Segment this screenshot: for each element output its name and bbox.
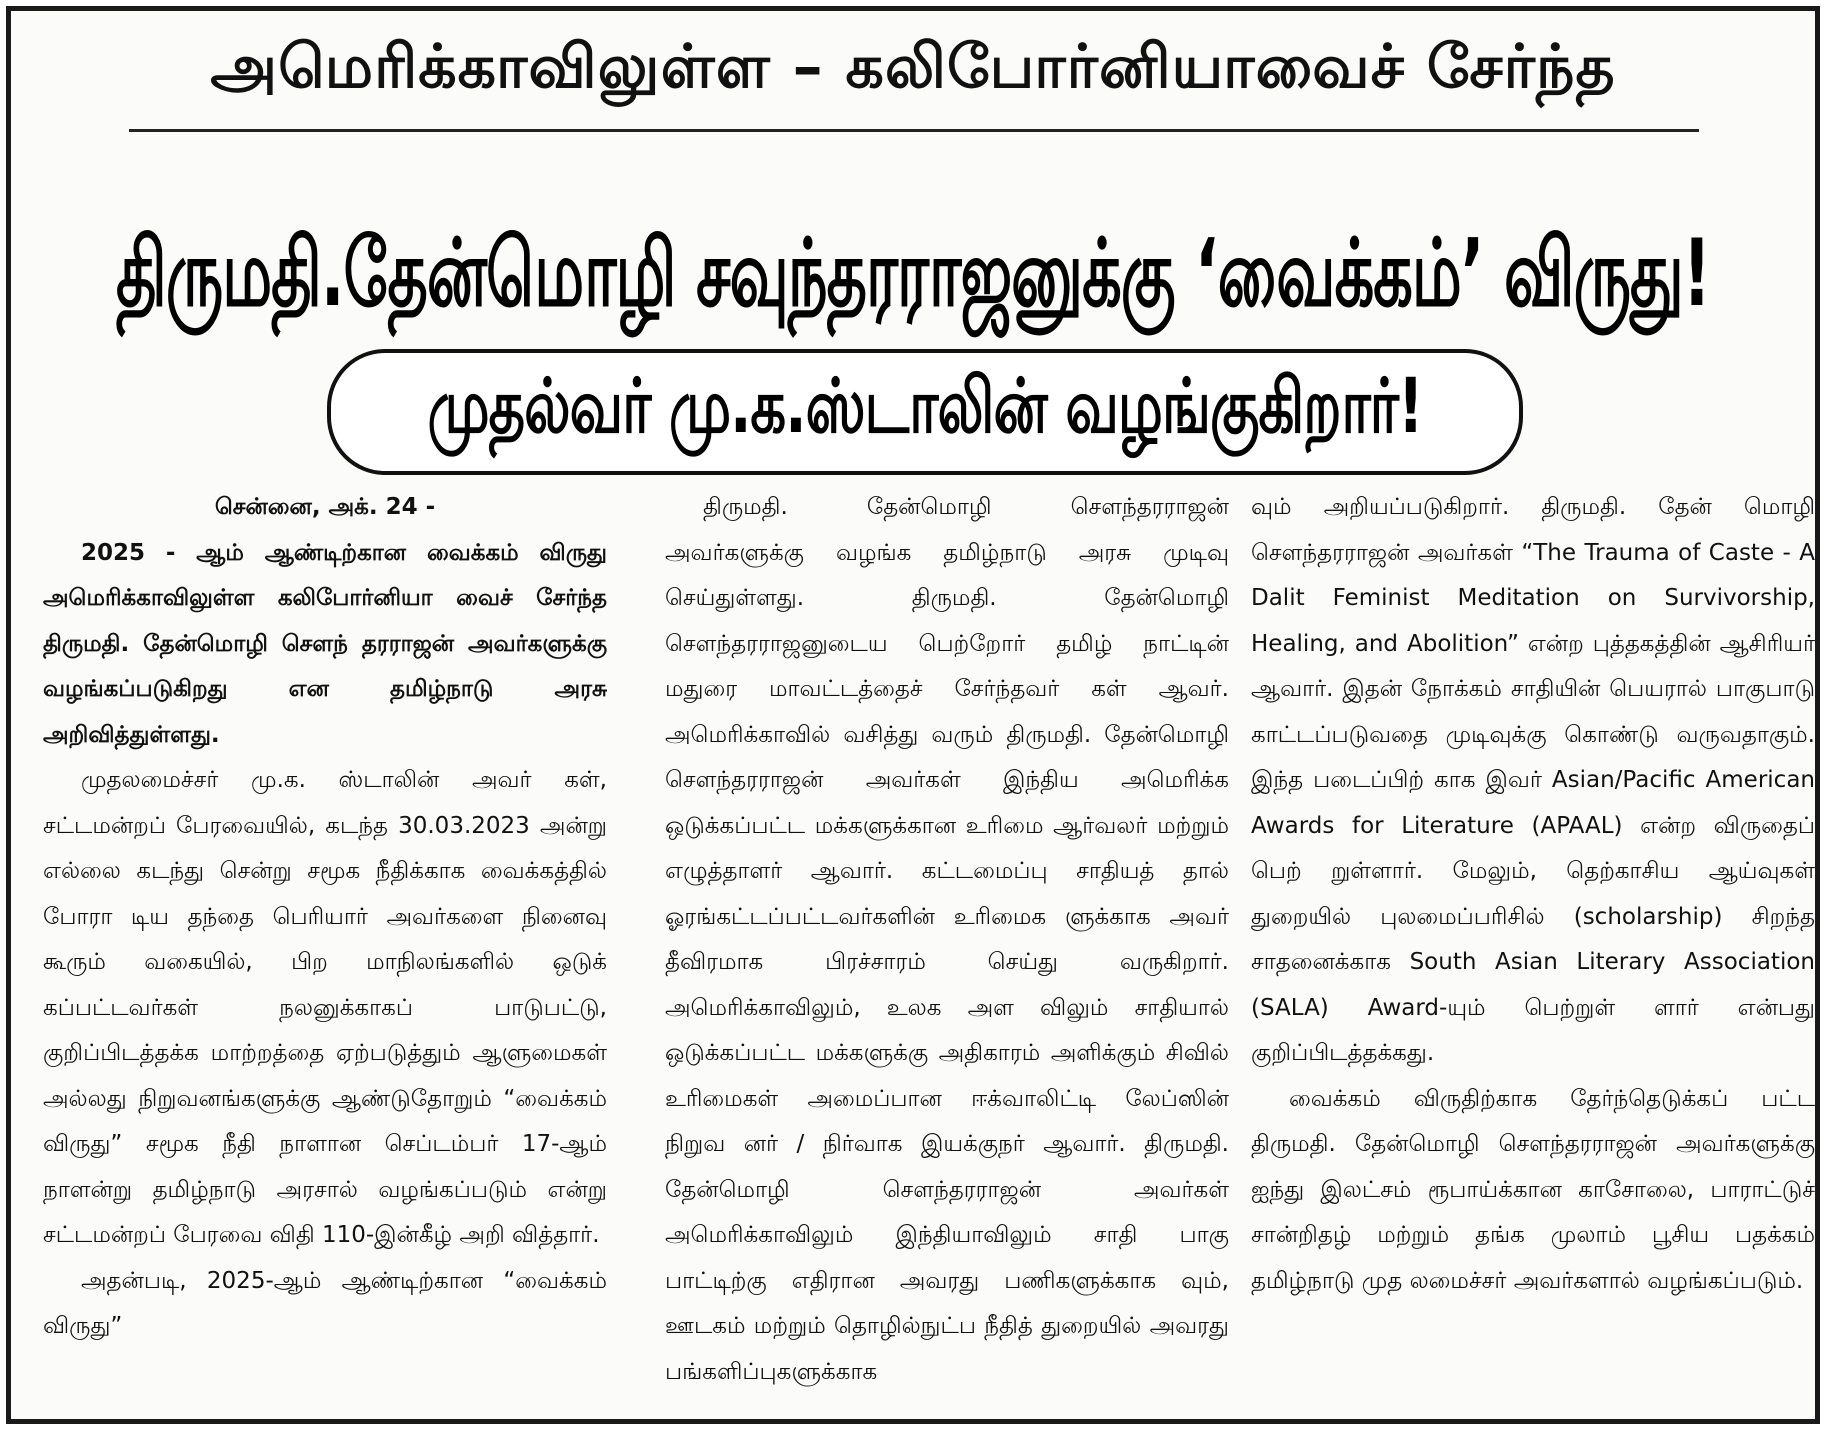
dateline: சென்னை, அக். 24 - (214, 494, 436, 520)
body-paragraph: வைக்கம் விருதிற்காக தேர்ந்தெடுக்கப் பட்ட திருமதி. தேன்மொழி சௌந்தரராஜன் அவர்களுக்கு ஐந்து இலட்சம் ரூபாய்க்கான காசோலை, பாராட்டுச் சான்றிதழ் மற்றும் தங்க முலாம் பூசிய பதக்கம் தமிழ்நாடு முத லமைச்சர் அவர்களால் வழங்கப்படும். (1251, 1085, 1815, 1294)
kicker-heading: அமெரிக்காவிலுள்ள – கலிபோர்னியாவைச் சேர்ந்த (210, 32, 1616, 102)
kicker-divider (129, 129, 1699, 132)
column-1 (43, 485, 607, 1421)
subheadline-box (327, 349, 1523, 475)
body-paragraph: திருமதி. தேன்மொழி சௌந்தரராஜன் அவர்களுக்கு வழங்க தமிழ்நாடு அரசு முடிவு செய்துள்ளது. திருமதி. தேன்மொழி சௌந்தரராஜனுடைய பெற்றோர் தமிழ் நாட்டின் மதுரை மாவட்டத்தைச் சேர்ந்தவர் கள் ஆவர். அமெரிக்காவில் வசித்து வரும் திருமதி. தேன்மொழி சௌந்தரராஜன் அவர்கள் இந்திய அமெரிக்க ஒடுக்கப்பட்ட மக்களுக்கான உரிமை ஆர்வலர் மற்றும் எழுத்தாளர் ஆவார். கட்டமைப்பு சாதியத் தால் ஓரங்கட்டப்பட்டவர்களின் உரிமைக ளுக்காக அவர் தீவிரமாக பிரச்சாரம் செய்து வருகிறார். அமெரிக்காவிலும், உலக அள விலும் சாதியால் ஒடுக்கப்பட்ட மக்களுக்கு அதிகாரம் அளிக்கும் சிவில் உரிமைகள் அமைப்பான ஈக்வாலிட்டி லேப்ஸின் நிறுவ னர் / நிர்வாக இயக்குநர் ஆவார். திருமதி. தேன்மொழி சௌந்தரராஜன் அவர்கள் அமெரிக்காவிலும் இந்தியாவிலும் சாதி பாகு பாட்டிற்கு எதிரான அவரது பணிகளுக்காக வும், ஊடகம் மற்றும் தொழில்நுட்ப நீதித் துறையில் அவரது பங்களிப்புகளுக்காக (665, 494, 1229, 1385)
body-paragraph: முதலமைச்சர் மு.க. ஸ்டாலின் அவர் கள், சட்டமன்றப் பேரவையில், கடந்த 30.03.2023 அன்று எல்லை கடந்து சென்று சமூக நீதிக்காக வைக்கத்தில் போரா டிய தந்தை பெரியார் அவர்களை நினைவு கூரும் வகையில், பிற மாநிலங்களில் ஒடுக் கப்பட்டவர்கள் நலனுக்காகப் பாடுபட்டு, குறிப்பிடத்தக்க மாற்றத்தை ஏற்படுத்தும் ஆளுமைகள் அல்லது நிறுவனங்களுக்கு ஆண்டுதோறும் “வைக்கம் விருது” சமூக நீதி நாளான செப்டம்பர் 17-ஆம் நாளன்று தமிழ்நாடு அரசால் வழங்கப்படும் என்று சட்டமன்றப் பேரவை விதி 110-இன்கீழ் அறி வித்தார். (43, 767, 607, 1248)
body-paragraph: அதன்படி, 2025-ஆம் ஆண்டிற்கான “வைக்கம் விருது” (43, 1267, 607, 1339)
article-frame (6, 6, 1820, 1424)
body-paragraph: வும் அறியப்படுகிறார். திருமதி. தேன் மொழி சௌந்தரராஜன் அவர்கள் “The Trauma of Caste - A Dalit Feminist Meditation on Survivorship, Healing, and Abolition” என்ற புத்தகத்தின் ஆசிரியர் ஆவார். இதன் நோக்கம் சாதியின் பெயரால் பாகுபாடு காட்டப்படுவதை முடிவுக்கு கொண்டு வருவதாகும். இந்த படைப்பிற் காக இவர் Asian/Pacific American Awards for Literature (APAAL) என்ற விருதைப் பெற் றுள்ளார். மேலும், தெற்காசிய ஆய்வுகள் துறையில் புலமைப்பரிசில் (scholarship) சிறந்த சாதனைக்காக South Asian Literary Association (SALA) Award-யும் பெற்றுள் ளார் என்பது குறிப்பிடத்தக்கது. (1251, 494, 1815, 1066)
column-2 (665, 485, 1229, 1421)
lead-paragraph: 2025 - ஆம் ஆண்டிற்கான வைக்கம் விருது அமெரிக்காவிலுள்ள கலிபோர்னியா வைச் சேர்ந்த திருமதி. தேன்மொழி சௌந் தரராஜன் அவர்களுக்கு வழங்கப்படுகிறது என தமிழ்நாடு அரசு அறிவித்துள்ளது. (43, 539, 607, 748)
column-3 (1251, 485, 1815, 1421)
subheadline: முதல்வர் மு.க.ஸ்டாலின் வழங்குகிறார்! (427, 363, 1423, 452)
main-headline: திருமதி.தேன்மொழி சவுந்தரராஜனுக்கு ‘வைக்கம்’ விருது! (115, 218, 1711, 328)
